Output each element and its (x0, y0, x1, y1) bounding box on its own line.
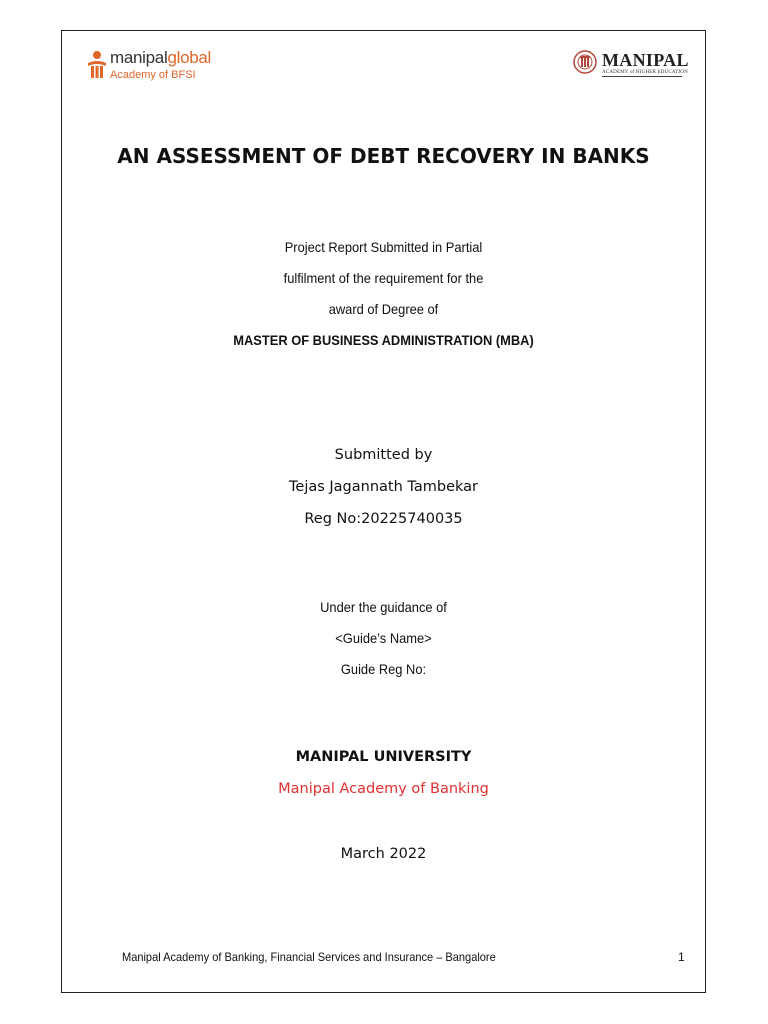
university-name: MANIPAL UNIVERSITY (295, 749, 472, 765)
submitted-by-label: Submitted by (334, 447, 433, 463)
mahe-logo (572, 48, 689, 84)
document-page (61, 30, 706, 993)
mahe-emblem-icon (572, 48, 598, 80)
guide-reg-no: Guide Reg No: (340, 661, 427, 677)
submission-date: March 2022 (340, 846, 427, 862)
report-title: AN ASSESSMENT OF DEBT RECOVERY IN BANKS (117, 144, 650, 168)
logo-wordmark: manipalglobal (110, 48, 212, 67)
manipal-global-logo-icon (86, 50, 108, 82)
mahe-subtitle: ACADEMY of HIGHER EDUCATION (602, 70, 688, 75)
submission-line-2: fulfilment of the requirement for the (283, 270, 484, 286)
manipal-global-logo (86, 48, 216, 88)
guide-name: <Guide’s Name> (335, 630, 432, 646)
submission-line-3: award of Degree of (328, 301, 439, 317)
mahe-wordmark: MANIPAL (602, 50, 689, 70)
page-footer: Manipal Academy of Banking, Financial Services and Insurance – Bangalore (122, 950, 496, 964)
guidance-label: Under the guidance of (320, 599, 447, 615)
mahe-divider (602, 76, 682, 77)
degree-name: MASTER OF BUSINESS ADMINISTRATION (MBA) (233, 332, 534, 348)
academy-name: Manipal Academy of Banking (278, 781, 489, 797)
page-number: 1 (678, 950, 685, 964)
logo-subtitle: Academy of BFSI (110, 69, 196, 81)
student-reg-no: Reg No:20225740035 (304, 511, 463, 527)
submission-line-1: Project Report Submitted in Partial (284, 239, 483, 255)
student-name: Tejas Jagannath Tambekar (289, 479, 478, 495)
